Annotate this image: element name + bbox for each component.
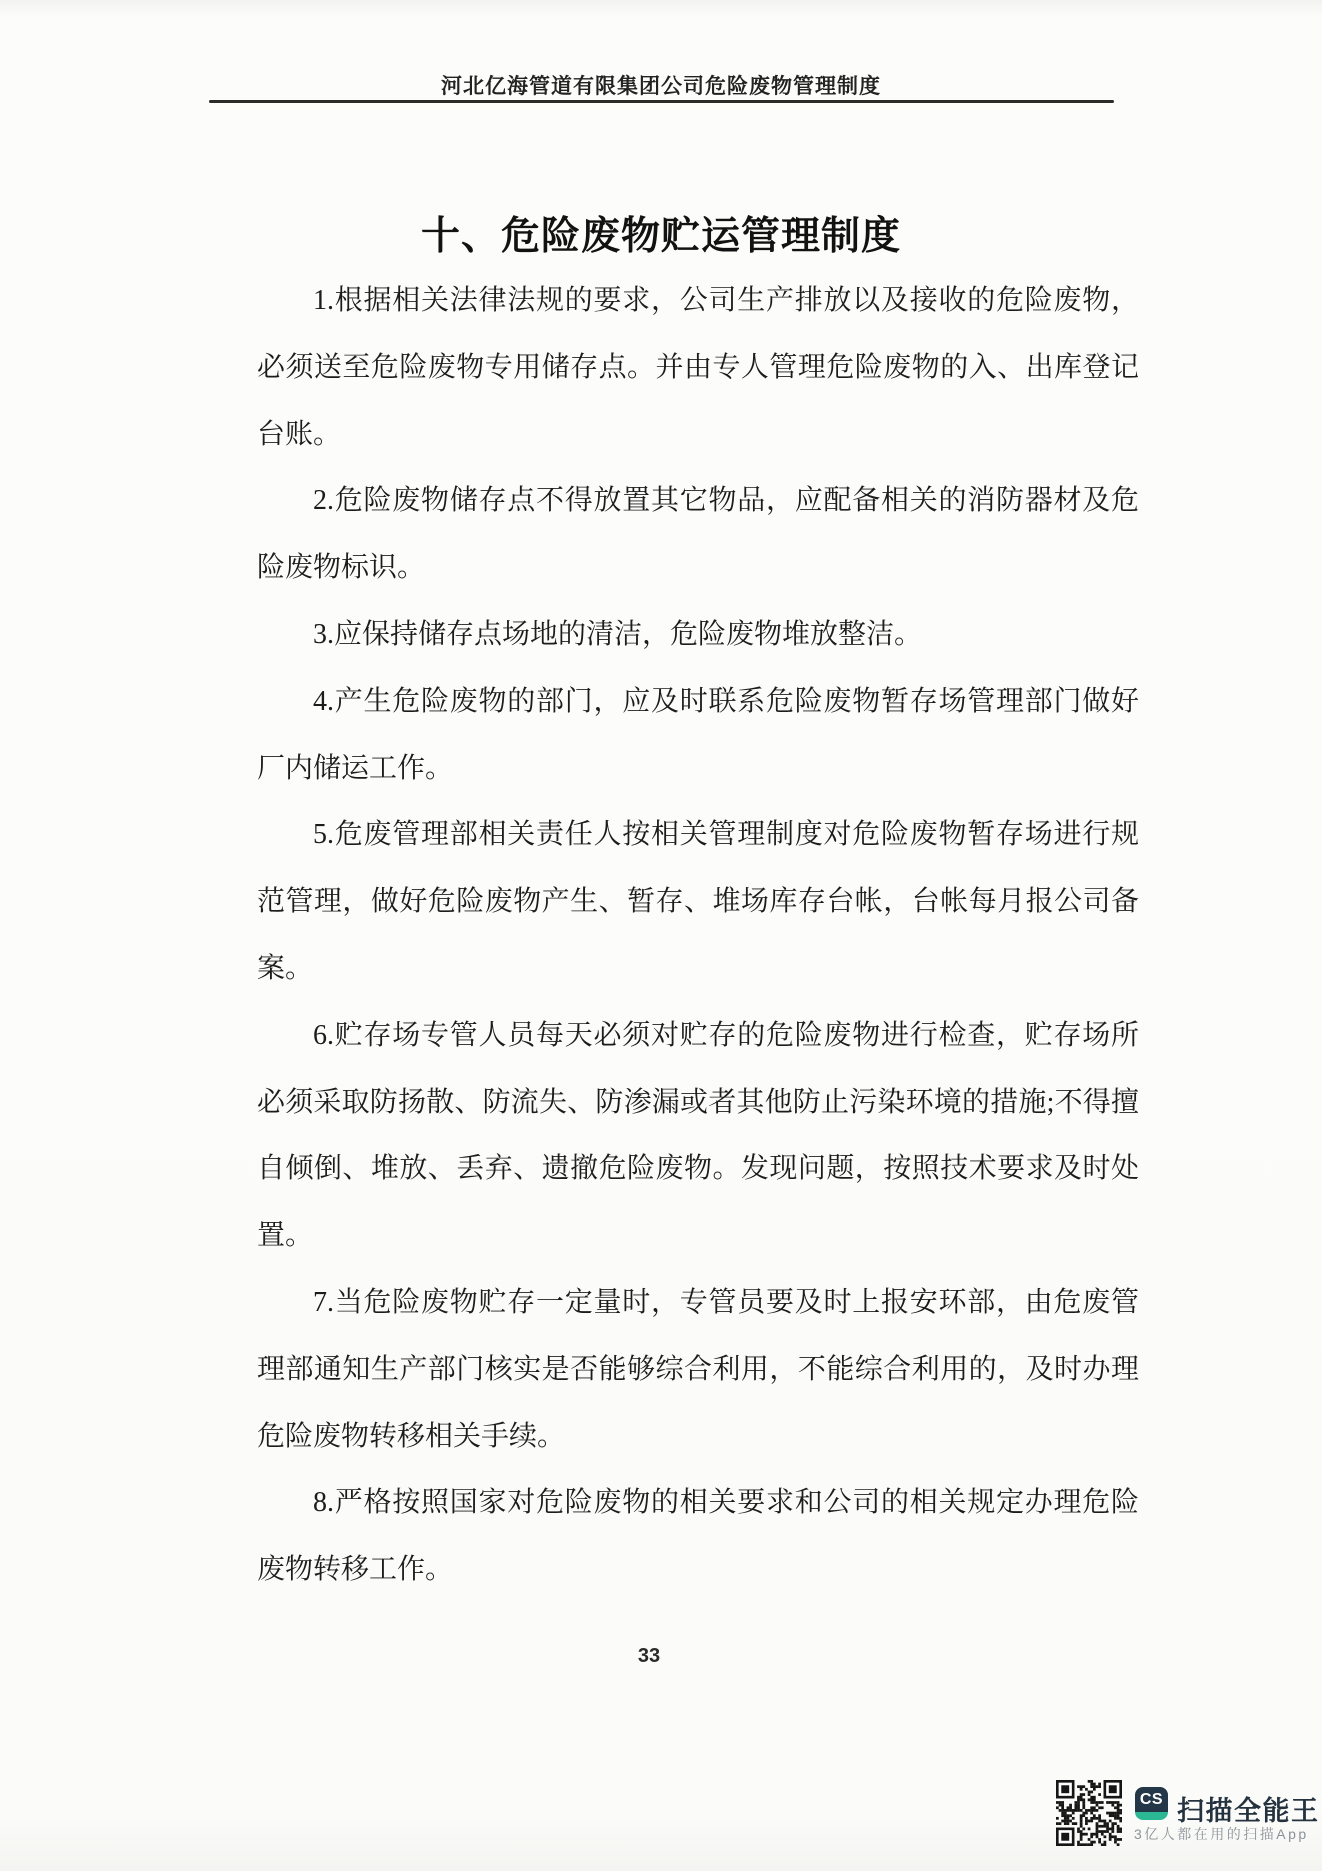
camscanner-logo (1135, 1787, 1168, 1820)
header-rule (209, 100, 1114, 103)
paragraph: 5.危废管理部相关责任人按相关管理制度对危险废物暂存场进行规范管理，做好危险废物产生、暂存、堆场库存台帐，台帐每月报公司备案。 (257, 819, 1139, 984)
paragraph: 6.贮存场专管人员每天必须对贮存的危险废物进行检查，贮存场所必须采取防扬散、防流失、防渗漏或者其他防止污染环境的措施;不得擅自倾倒、堆放、丢弃、遗撤危险废物。发现问题，按照技术要求及时处置。 (257, 1019, 1139, 1252)
camscanner-brand: 扫描全能王 (1177, 1796, 1320, 1826)
cs-logo-text: CS (1139, 1791, 1164, 1808)
document-title: 十、危险废物贮运管理制度 (420, 215, 901, 258)
paragraph: 4.产生危险废物的部门，应及时联系危险废物暂存场管理部门做好厂内储运工作。 (257, 685, 1139, 784)
qr-code (1056, 1780, 1122, 1846)
paragraph: 8.严格按照国家对危险废物的相关要求和公司的相关规定办理危险废物转移工作。 (257, 1487, 1139, 1586)
paragraph: 1.根据相关法律法规的要求，公司生产排放以及接收的危险废物，必须送至危险废物专用储存点。并由专人管理危险废物的入、出库登记台账。 (257, 285, 1139, 450)
paragraph: 3.应保持储存点场地的清洁，危险废物堆放整洁。 (313, 618, 923, 650)
page-number: 33 (637, 1645, 661, 1667)
document-body (257, 268, 1139, 1604)
document-header: 河北亿海管道有限集团公司危险废物管理制度 (441, 74, 881, 98)
camscanner-tagline: 3亿人都在用的扫描App (1134, 1826, 1309, 1842)
paragraph: 7.当危险废物贮存一定量时，专管员要及时上报安环部，由危废管理部通知生产部门核实是否能够综合利用，不能综合利用的，及时办理危险废物转移相关手续。 (257, 1286, 1139, 1452)
paragraph: 2.危险废物储存点不得放置其它物品，应配备相关的消防器材及危险废物标识。 (257, 485, 1139, 584)
